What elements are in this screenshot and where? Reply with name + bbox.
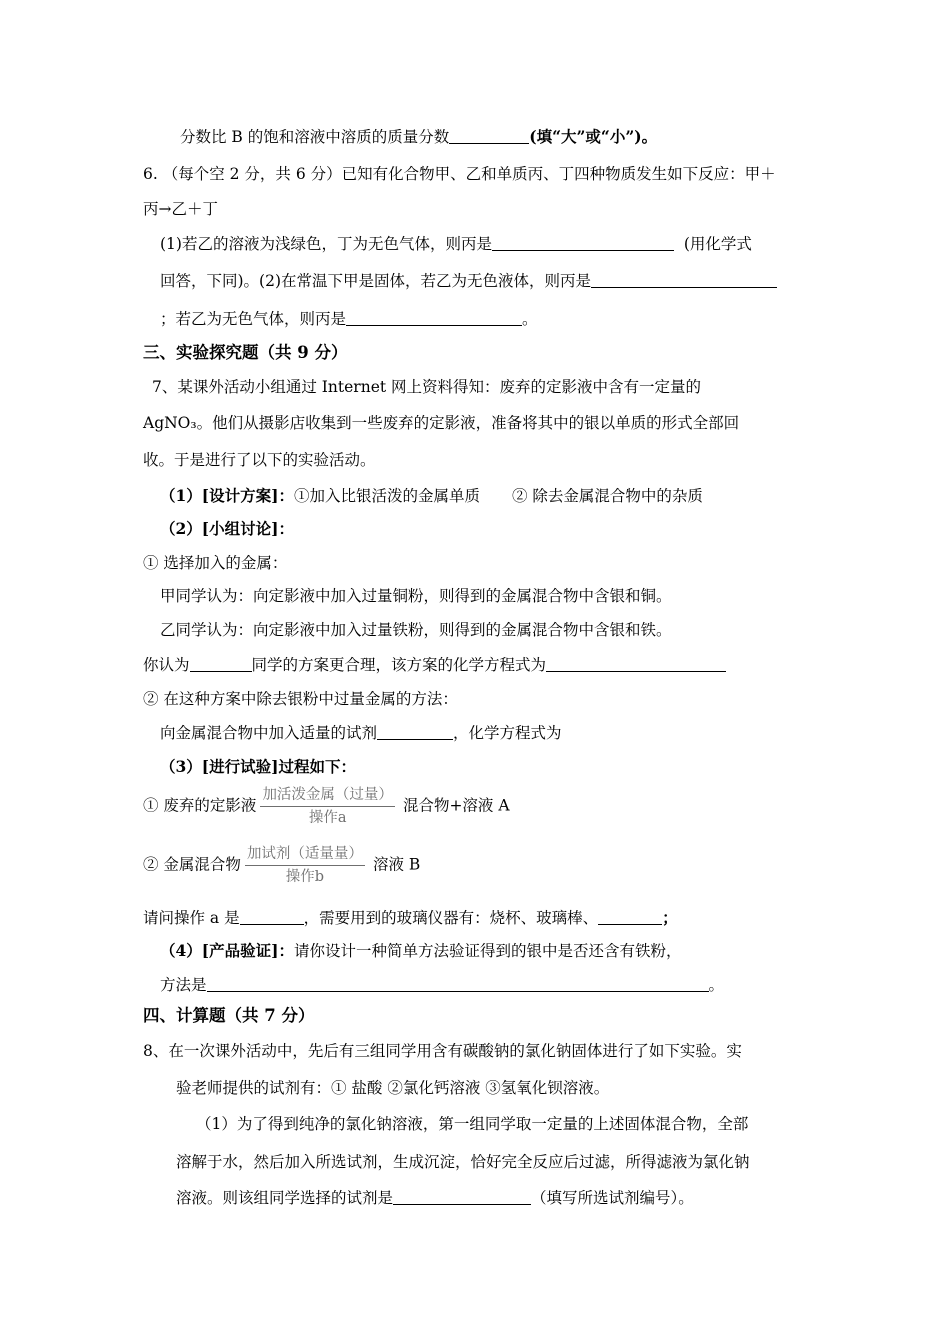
choose-metal <box>143 552 287 574</box>
design-plan <box>160 485 703 507</box>
question-8-part1-cont <box>176 1151 750 1173</box>
text: 乙同学认为：向定影液中加入过量铁粉，则得到的金属混合物中含银和铁。 <box>160 621 672 639</box>
text: 收。于是进行了以下的实验活动。 <box>143 451 376 469</box>
text: 7、某课外活动小组通过 Internet 网上资料得知：废弃的定影液中含有一定量的 <box>152 378 702 396</box>
text: 甲同学认为：向定影液中加入过量铜粉，则得到的金属混合物中含银和铜。 <box>160 587 672 605</box>
product-verification <box>160 940 681 962</box>
answer-blank[interactable] <box>393 1189 531 1205</box>
text: ①加入比银活泼的金属单质 <box>293 487 480 505</box>
answer-blank[interactable] <box>591 272 777 288</box>
answer-blank[interactable] <box>492 235 674 251</box>
text: (用化学式 <box>683 235 752 253</box>
text: （2）[小组讨论]： <box>160 519 294 538</box>
add-reagent <box>160 722 562 744</box>
text: ，化学方程式为 <box>453 724 562 742</box>
student-yi <box>160 619 672 641</box>
text: 回答，下同)。(2)在常温下甲是固体，若乙为无色液体，则丙是 <box>160 272 592 290</box>
answer-blank[interactable] <box>449 128 529 144</box>
answer-blank[interactable] <box>598 909 662 925</box>
text: 方法是 <box>160 976 207 994</box>
question-7-line1 <box>152 376 701 398</box>
text: ； <box>662 908 678 927</box>
text: (填“大”或“小”)。 <box>529 127 658 146</box>
question-8-part1-end <box>176 1187 694 1209</box>
reaction-arrow-2 <box>245 845 365 886</box>
operation-a <box>143 907 678 929</box>
question-8-line1 <box>143 1040 742 1062</box>
answer-blank[interactable] <box>377 724 453 740</box>
text: 同学的方案更合理，该方案的化学方程式为 <box>251 656 547 674</box>
answer-blank[interactable] <box>207 976 709 992</box>
text: 请问操作 a 是 <box>143 909 240 927</box>
student-jia <box>160 585 672 607</box>
text: 你认为 <box>143 656 190 674</box>
text: 。 <box>522 310 538 328</box>
arrow-condition: 加试剂（适量量） <box>245 845 365 866</box>
method-line <box>160 974 724 996</box>
question-6-reaction <box>143 198 218 220</box>
text: 分数比 B 的饱和溶液中溶质的质量分数 <box>180 128 450 146</box>
question-7-line3 <box>143 449 376 471</box>
question-7-line2 <box>143 412 739 434</box>
arrow-condition: 加活泼金属（过量） <box>260 786 395 807</box>
remove-excess-metal <box>143 688 458 710</box>
text: （4）[产品验证]： <box>160 941 294 960</box>
question-6-part2 <box>160 270 777 292</box>
text: 请你设计一种简单方法验证得到的银中是否还含有铁粉， <box>293 942 682 960</box>
arrow-operation: 操作b <box>285 869 325 885</box>
question-6-part3 <box>160 308 538 330</box>
text: AgNO₃。他们从摄影店收集到一些废弃的定影液，准备将其中的银以单质的形式全部回 <box>143 414 740 432</box>
text: （3）[进行试验]过程如下： <box>160 757 356 776</box>
text: 向金属混合物中加入适量的试剂 <box>160 724 378 742</box>
text: 溶解于水，然后加入所选试剂，生成沉淀，恰好完全反应后过滤，所得滤液为氯化钠 <box>176 1153 750 1171</box>
answer-blank[interactable] <box>346 310 522 326</box>
section-3-heading <box>143 342 347 364</box>
text: ① 废弃的定影液 <box>143 796 257 815</box>
text: 溶液 B <box>372 855 421 874</box>
experiment-process <box>160 756 356 778</box>
flow-step-2 <box>143 845 420 886</box>
text: 丙→乙＋丁 <box>143 200 218 218</box>
answer-blank[interactable] <box>546 656 726 672</box>
text: (1)若乙的溶液为浅绿色，丁为无色气体，则丙是 <box>160 235 492 253</box>
text: ；若乙为无色气体，则丙是 <box>160 310 347 328</box>
section-4-heading <box>143 1005 314 1027</box>
text: ② 金属混合物 <box>143 855 241 874</box>
your-opinion <box>143 654 726 676</box>
text: ① 选择加入的金属： <box>143 554 288 572</box>
text: 混合物+溶液 A <box>402 796 510 815</box>
answer-blank[interactable] <box>240 909 304 925</box>
text: 。 <box>708 976 725 994</box>
flow-step-1 <box>143 786 510 827</box>
text: ② 在这种方案中除去银粉中过量金属的方法： <box>143 690 458 708</box>
text: （1）[设计方案]： <box>160 486 294 505</box>
reaction-arrow-1 <box>260 786 395 827</box>
text: 6. （每个空 2 分，共 6 分）已知有化合物甲、乙和单质丙、丁四种物质发生如下反应：甲＋ <box>143 165 776 183</box>
text: （填写所选试剂编号）。 <box>531 1189 694 1207</box>
text: 8、在一次课外活动中，先后有三组同学用含有碳酸钠的氯化钠固体进行了如下实验。实 <box>143 1042 742 1060</box>
arrow-operation: 操作a <box>308 810 347 826</box>
line-fraction-compare <box>180 126 657 148</box>
question-8-part1 <box>196 1113 748 1135</box>
text: 三、实验探究题（共 9 分） <box>143 343 348 362</box>
text: 验老师提供的试剂有：① 盐酸 ②氯化钙溶液 ③氢氧化钡溶液。 <box>176 1079 610 1097</box>
text: （1）为了得到纯净的氯化钠溶液，第一组同学取一定量的上述固体混合物，全部 <box>196 1115 749 1133</box>
text: 四、计算题（共 7 分） <box>143 1006 315 1025</box>
question-8-line2 <box>176 1077 609 1099</box>
group-discussion <box>160 518 294 540</box>
answer-blank[interactable] <box>190 656 252 672</box>
question-6-stem <box>143 163 776 185</box>
text: 溶液。则该组同学选择的试剂是 <box>176 1189 394 1207</box>
text: ，需要用到的玻璃仪器有：烧杯、玻璃棒、 <box>303 909 599 927</box>
question-6-part1 <box>160 233 752 255</box>
text: ② 除去金属混合物中的杂质 <box>511 487 703 505</box>
